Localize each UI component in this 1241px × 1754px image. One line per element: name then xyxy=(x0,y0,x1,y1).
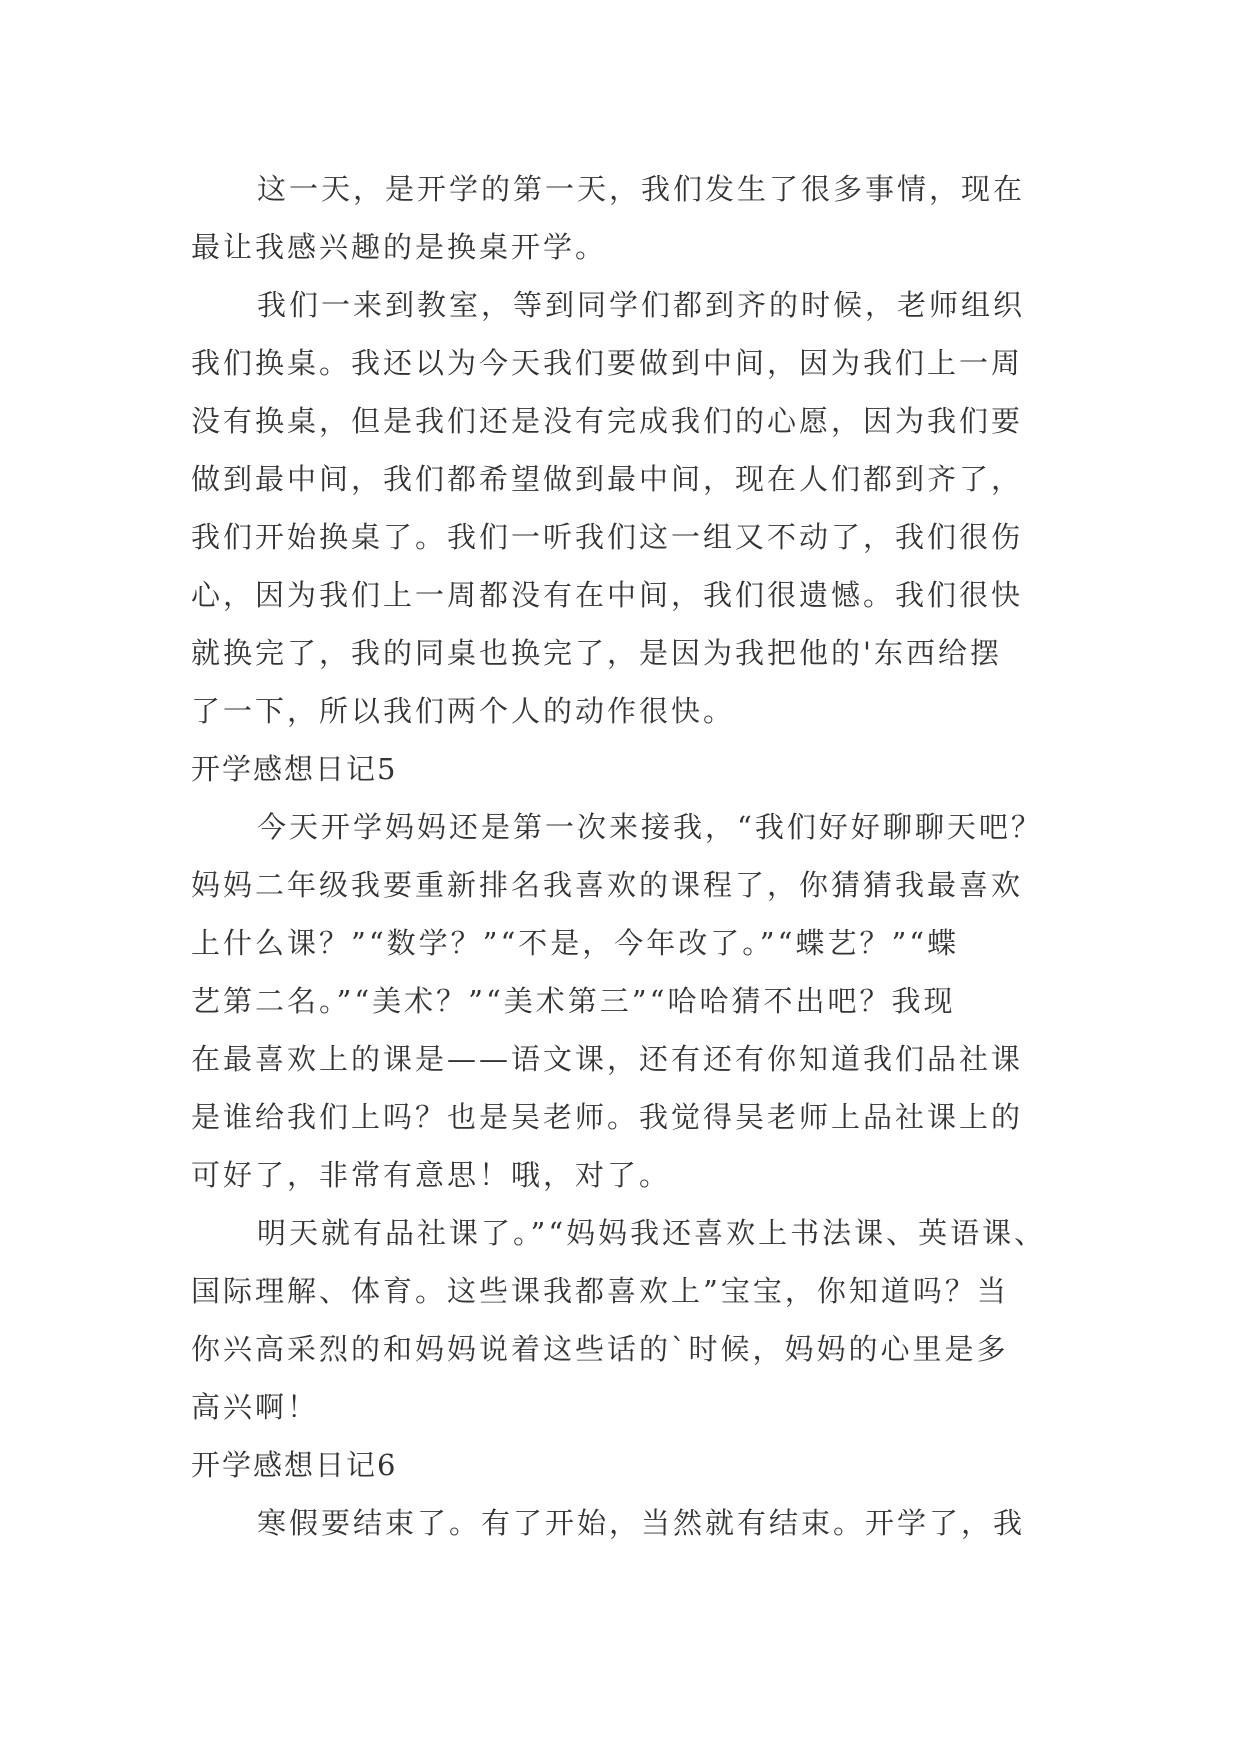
paragraph-line: 我们一来到教室，等到同学们都到齐的时候，老师组织 xyxy=(257,288,1026,322)
paragraph-line: 做到最中间，我们都希望做到最中间，现在人们都到齐了， xyxy=(191,462,1024,496)
section-heading: 开学感想日记5 xyxy=(191,752,398,786)
paragraph-line: 我们换桌。我还以为今天我们要做到中间，因为我们上一周 xyxy=(191,346,1024,380)
paragraph-line: 明天就有品社课了。”“妈妈我还喜欢上书法课、英语课、 xyxy=(257,1216,1047,1250)
paragraph-line: 妈妈二年级我要重新排名我喜欢的课程了，你猜猜我最喜欢 xyxy=(191,868,1024,902)
paragraph-line: 没有换桌，但是我们还是没有完成我们的心愿，因为我们要 xyxy=(191,404,1024,438)
paragraph-line: 是谁给我们上吗？也是吴老师。我觉得吴老师上品社课上的 xyxy=(191,1100,1024,1134)
paragraph-line: 上什么课？”“数学？”“不是，今年改了。”“蝶艺？”“蝶 xyxy=(191,926,960,960)
paragraph-line: 最让我感兴趣的是换桌开学。 xyxy=(191,230,608,264)
paragraph-line: 今天开学妈妈还是第一次来接我，“我们好好聊聊天吧？ xyxy=(257,810,1043,844)
section-heading: 开学感想日记6 xyxy=(191,1448,398,1482)
paragraph-line: 了一下，所以我们两个人的动作很快。 xyxy=(191,694,736,728)
paragraph-line: 这一天，是开学的第一天，我们发生了很多事情，现在 xyxy=(257,172,1026,206)
paragraph-line: 你兴高采烈的和妈妈说着这些话的`时候，妈妈的心里是多 xyxy=(191,1332,1009,1366)
document-body xyxy=(191,160,1081,1552)
paragraph-line: 寒假要结束了。有了开始，当然就有结束。开学了，我 xyxy=(257,1506,1026,1540)
paragraph-line: 高兴啊！ xyxy=(191,1390,320,1424)
paragraph-line: 心，因为我们上一周都没有在中间，我们很遗憾。我们很快 xyxy=(191,578,1024,612)
paragraph-line: 在最喜欢上的课是——语文课，还有还有你知道我们品社课 xyxy=(191,1042,1024,1076)
paragraph-line: 我们开始换桌了。我们一听我们这一组又不动了，我们很伤 xyxy=(191,520,1024,554)
paragraph-line: 可好了，非常有意思！哦，对了。 xyxy=(191,1158,672,1192)
paragraph-line: 就换完了，我的同桌也换完了，是因为我把他的'东西给摆 xyxy=(191,636,1002,670)
paragraph-line: 艺第二名。”“美术？”“美术第三”“哈哈猜不出吧？我现 xyxy=(191,984,956,1018)
paragraph-line: 国际理解、体育。这些课我都喜欢上”宝宝，你知道吗？当 xyxy=(191,1274,1009,1308)
